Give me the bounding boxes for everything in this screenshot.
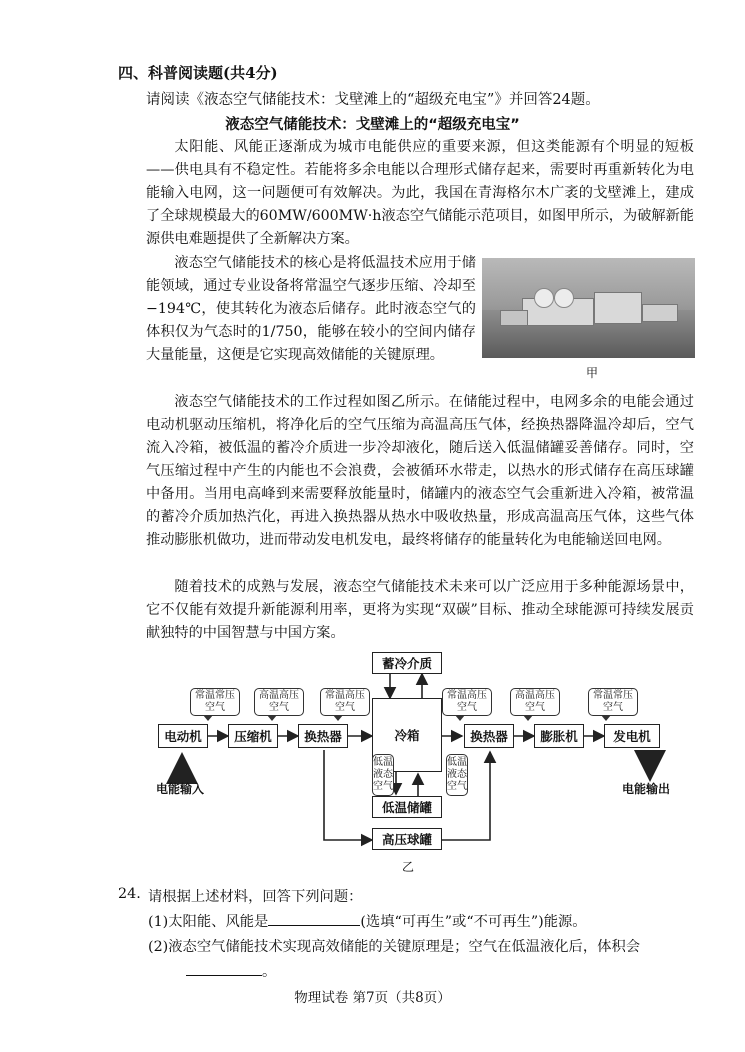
- answer-blank-2[interactable]: [186, 961, 262, 976]
- generator-box: 发电机: [604, 724, 660, 748]
- question-stem: 请根据上述材料，回答下列问题：: [148, 889, 363, 905]
- subquestion-2-end: 。: [262, 964, 277, 980]
- cryogenic-tank-box: 低温储罐: [372, 796, 442, 818]
- page-footer: 物理试卷 第7页（共8页）: [294, 990, 451, 1006]
- article-paragraph-3: 液态空气储能技术的工作过程如图乙所示。在储能过程中，电网多余的电能会通过电动机驱动压缩机，将净化后的空气压缩为高温高压气体，经换热器降温冷却后，空气流入冷箱，被低温的蓄冷介质进一步冷却液化，随后送入低温储罐妥善储存。同时，空气压缩过程中产生的内能也不会浪费，会被循环水带走，以热水的形式储存在高压球罐中备用。当用电高峰到来需要释放能量时，储罐内的液态空气会重新进入冷箱，被常温的蓄冷介质加热汽化，再进入换热器从热水中吸收热量，形成高温高压气体，这些气体推动膨胀机做功，进而带动发电机发电，最终将储存的能量转化为电能输送回电网。: [146, 394, 694, 548]
- compressor-box: 压缩机: [228, 724, 278, 748]
- air-state-bubble-5: 高温高压空气: [510, 688, 560, 716]
- power-input-label: 电能输入: [156, 782, 205, 796]
- section-title: 四、科普阅读题(共4分): [118, 64, 278, 82]
- question-number: 24.: [118, 886, 141, 902]
- article-title: 液态空气储能技术：戈壁滩上的“超级充电宝”: [225, 117, 520, 133]
- high-pressure-sphere-tank-box: 高压球罐: [372, 828, 442, 850]
- motor-box: 电动机: [158, 724, 208, 748]
- air-state-bubble-3: 常温高压空气: [320, 688, 370, 716]
- article-paragraph-1: 太阳能、风能正逐渐成为城市电能供应的重要来源，但这类能源有个明显的短板——供电具有不稳定性。若能将多余电能以合理形式储存起来，需要时再重新转化为电能输入电网，这一问题便可有效解决。为此，我国在青海格尔木广袤的戈壁滩上，建成了全球规模最大的60MW/600MW·h液态空气储能示范项目，如图甲所示，为破解新能源供电难题提供了全新解决方案。: [146, 139, 694, 247]
- process-diagram: [150, 650, 700, 880]
- air-state-bubble-1: 常温常压空气: [190, 688, 240, 716]
- air-state-bubble-4: 常温高压空气: [442, 688, 492, 716]
- subquestion-1-suffix: (选填“可再生”或“不可再生”)能源。: [360, 914, 587, 930]
- cold-box: 冷箱: [372, 698, 442, 772]
- liquid-air-bubble-right: 低温液态空气: [446, 754, 468, 796]
- subquestion-2: (2)液态空气储能技术实现高效储能的关键原理是；空气在低温液化后，体积会: [148, 939, 641, 955]
- article-paragraph-4: 随着技术的成熟与发展，液态空气储能技术未来可以广泛应用于多种能源场景中，它不仅能有效提升新能源利用率，更将为实现“双碳”目标、推动全球能源可持续发展贡献独特的中国智慧与中国方案。: [146, 579, 694, 641]
- subquestion-1: [148, 911, 587, 931]
- cold-storage-medium-box: 蓄冷介质: [372, 652, 442, 674]
- expander-box: 膨胀机: [534, 724, 584, 748]
- diagram-caption: 乙: [402, 860, 415, 874]
- answer-blank-1[interactable]: [268, 911, 360, 926]
- photo-caption: 甲: [586, 366, 599, 380]
- energy-storage-plant-photo: [482, 258, 695, 358]
- reading-instruction: 请阅读《液态空气储能技术：戈壁滩上的“超级充电宝”》并回答24题。: [146, 92, 600, 108]
- air-state-bubble-2: 高温高压空气: [254, 688, 304, 716]
- heat-exchanger-right-box: 换热器: [464, 724, 514, 748]
- subquestion-2-continuation: [186, 961, 276, 981]
- subquestion-1-prefix: (1)太阳能、风能是: [148, 914, 269, 930]
- air-state-bubble-6: 常温常压空气: [588, 688, 638, 716]
- heat-exchanger-left-box: 换热器: [298, 724, 348, 748]
- article-paragraph-2: 液态空气储能技术的核心是将低温技术应用于储能领域，通过专业设备将常温空气逐步压缩、冷却至−194℃，使其转化为液态后储存。此时液态空气的体积仅为气态时的1/750，能够在较小的空间内储存大量能量，这便是它实现高效储能的关键原理。: [146, 255, 476, 363]
- power-output-label: 电能输出: [622, 782, 671, 796]
- liquid-air-bubble-left: 低温液态空气: [372, 754, 394, 796]
